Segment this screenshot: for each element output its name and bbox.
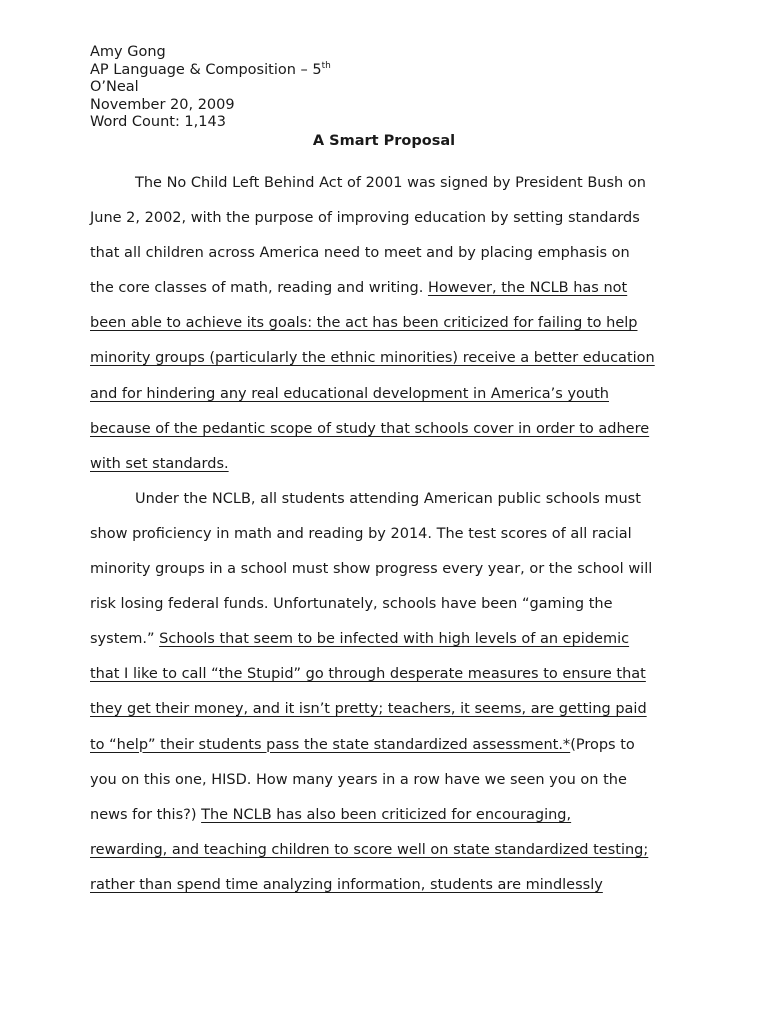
essay-body [90, 166, 690, 903]
body-line: The No Child Left Behind Act of 2001 was signed by President Bush on [135, 175, 646, 191]
course-period-suffix: th [321, 60, 331, 71]
essay-date: November 20, 2009 [90, 96, 235, 113]
body-line: Under the NCLB, all students attending American public schools must [135, 490, 641, 507]
word-count: Word Count: 1,143 [90, 114, 226, 130]
underlined-text-segment: Schools that seem to be infected with high levels of an epidemic [159, 631, 630, 648]
essay-title: A Smart Proposal [312, 133, 456, 149]
course-line [90, 62, 331, 80]
underlined-body-line: been able to achieve its goals: the act has been criticized for failing to help [90, 315, 638, 332]
underlined-body-line: that I like to call “the Stupid” go through desperate measures to ensure that [90, 666, 646, 683]
underlined-body-line: rewarding, and teaching children to score well on state standardized testing; [90, 841, 649, 858]
body-text-segment: (Props to [570, 736, 635, 753]
underlined-text-segment: The NCLB has also been criticized for encouraging, [201, 806, 572, 823]
course-name: AP Language & Composition – 5 [90, 61, 322, 78]
underlined-body-line: minority groups (particularly the ethnic minorities) receive a better education [90, 350, 655, 367]
underlined-body-line: and for hindering any real educational development in America’s youth [90, 385, 609, 402]
body-text-segment: news for this?) [90, 806, 202, 823]
body-line: risk losing federal funds. Unfortunately, schools have been “gaming the [90, 596, 613, 613]
underlined-text-segment: However, the NCLB has not [427, 280, 628, 297]
body-line [90, 728, 690, 763]
body-line [90, 798, 690, 833]
underlined-body-line: they get their money, and it isn’t pretty; teachers, it seems, are getting paid [90, 701, 647, 718]
author-name: Amy Gong [90, 44, 166, 60]
body-line: show proficiency in math and reading by 2014. The test scores of all racial [90, 525, 632, 542]
underlined-text-segment: to “help” their students pass the state standardized assessment.* [90, 736, 571, 753]
body-text-segment: the core classes of math, reading and writing. [90, 280, 428, 297]
teacher-name: O’Neal [90, 79, 139, 95]
underlined-body-line: rather than spend time analyzing information, students are mindlessly [90, 876, 603, 893]
body-line [90, 622, 690, 657]
body-line [90, 271, 690, 306]
body-text-segment: system.” [90, 631, 160, 648]
essay-header [90, 44, 331, 132]
body-line: June 2, 2002, with the purpose of improving education by setting standards [90, 210, 640, 227]
underlined-body-line: with set standards. [90, 455, 229, 472]
body-line: minority groups in a school must show progress every year, or the school will [90, 561, 653, 578]
body-line: that all children across America need to meet and by placing emphasis on [90, 245, 630, 262]
body-line: you on this one, HISD. How many years in a row have we seen you on the [90, 771, 627, 788]
underlined-body-line: because of the pedantic scope of study that schools cover in order to adhere [90, 420, 650, 437]
